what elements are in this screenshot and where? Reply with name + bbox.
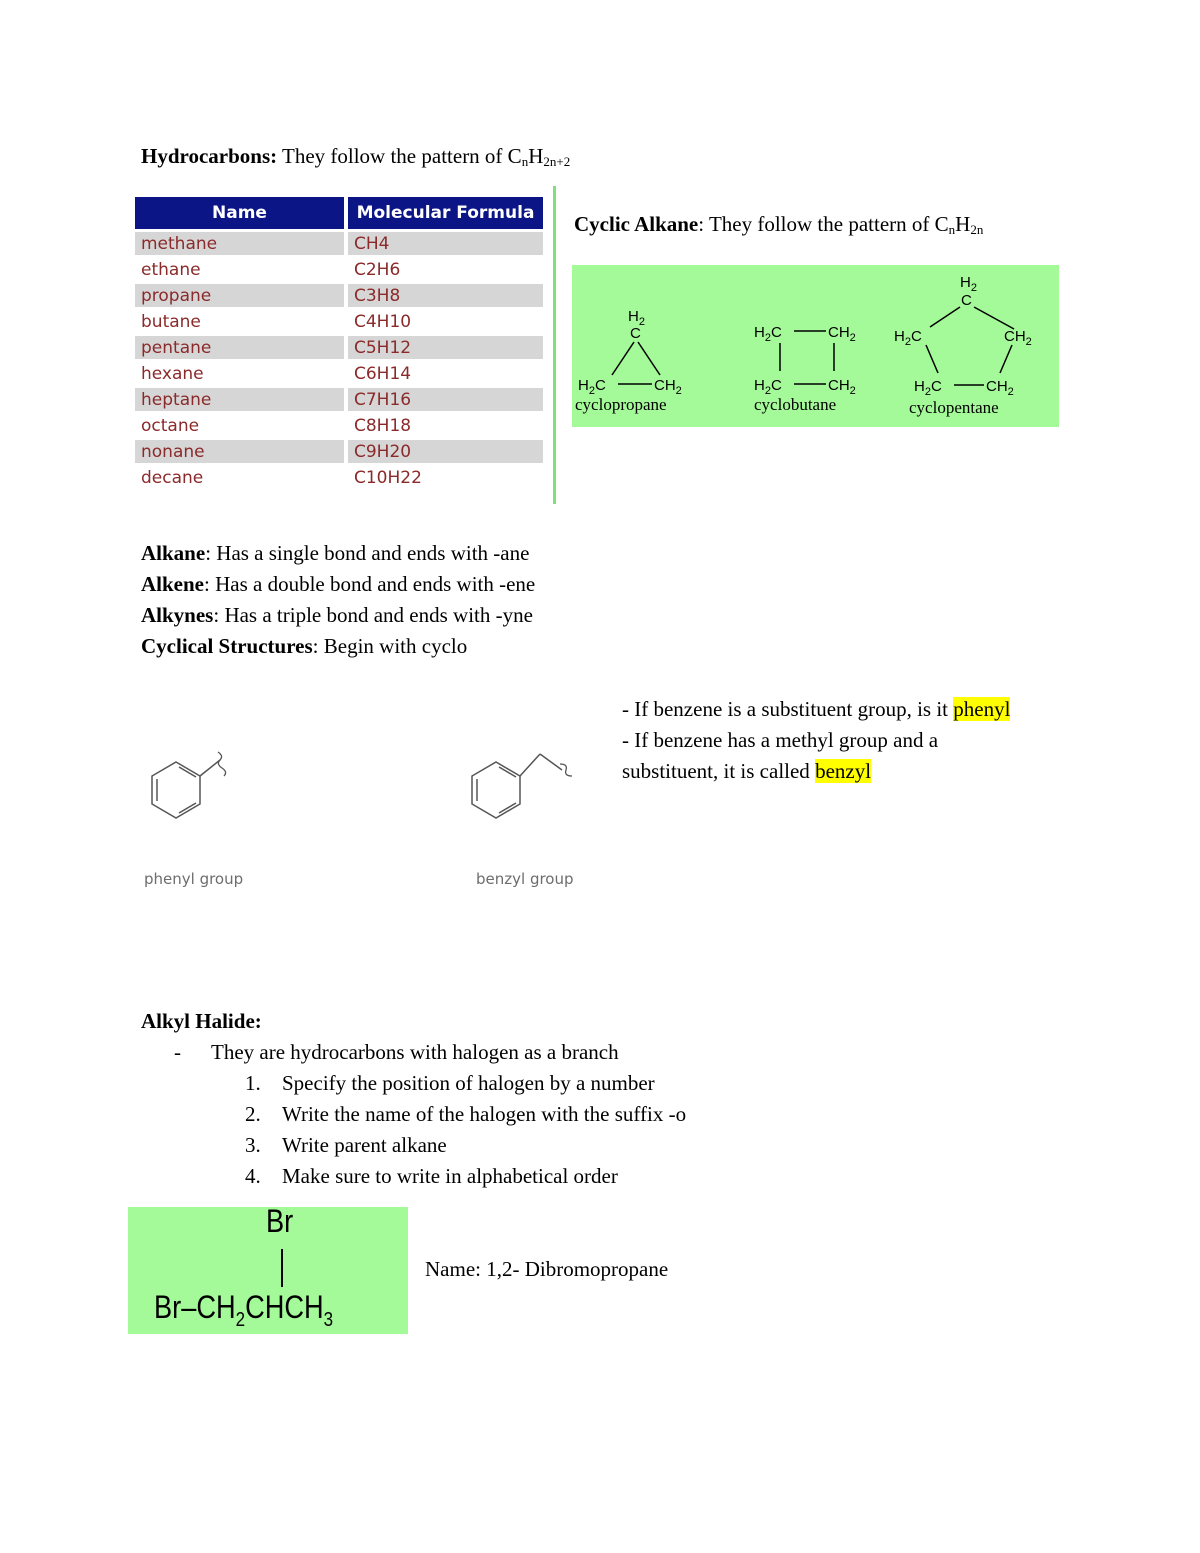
cycloalkanes-figure: [572, 265, 1059, 427]
definition-alkynes: Alkynes: Has a triple bond and ends with -yne: [141, 603, 533, 627]
alkane-name-cell: methane: [135, 232, 344, 255]
hydrocarbons-text: They follow the pattern of C: [282, 144, 522, 168]
alkane-formula-cell: C10H22: [348, 466, 543, 489]
dibromopropane-formula: $Br-CH_2CHCH_3$: [154, 1289, 334, 1331]
definitions-list: [141, 538, 535, 662]
step-2: 2. Write the name of the halogen with the suffix -o: [245, 1102, 687, 1126]
table-row: [135, 414, 543, 437]
cycloalkanes-svg: [572, 265, 1059, 427]
benzene-note-2: - If benzene has a methyl group and a: [622, 728, 939, 752]
definition-alkene: Alkene: Has a double bond and ends with -ene: [141, 572, 536, 596]
alkyl-halide-title: Alkyl Halide:: [141, 1009, 262, 1033]
benzyl-group-label: benzyl group: [476, 870, 574, 888]
cyclic-text: : They follow the pattern of C: [698, 212, 949, 236]
cyclopentane-h2-top: $H_2$: [960, 274, 977, 294]
alkane-name-cell: heptane: [135, 388, 344, 411]
benzyl-svg: [460, 740, 590, 840]
table-row: [135, 362, 543, 385]
table-row: [135, 310, 543, 333]
alkyl-halide-bullet: -: [174, 1040, 181, 1064]
definition-cyclical: Cyclical Structures: Begin with cyclo: [141, 634, 468, 658]
cyclobutane-h2c-top: $H_2C$: [754, 324, 782, 344]
vertical-divider: [553, 186, 556, 504]
alkane-formula-cell: C5H12: [348, 336, 543, 359]
hydrocarbons-heading: [141, 144, 570, 169]
alkane-formula-cell: C9H20: [348, 440, 543, 463]
table-row: [135, 440, 543, 463]
table-header-formula: Molecular Formula: [348, 197, 543, 229]
table-body: [135, 232, 543, 489]
phenyl-group-figure: [140, 740, 250, 900]
cyclobutane-ch2-top: $CH_2$: [828, 324, 856, 344]
cyclopropane-h2-top: $H_2$: [628, 308, 645, 328]
alkane-table-wrap: [131, 194, 547, 492]
cyclobutane-h2c-bottom: $H_2C$: [754, 377, 782, 397]
step-4: 4. Make sure to write in alphabetical order: [245, 1164, 618, 1188]
alkane-name-cell: ethane: [135, 258, 344, 281]
cyclopentane-label: cyclopentane: [909, 398, 999, 417]
alkane-name-cell: octane: [135, 414, 344, 437]
alkyl-halide-steps: [245, 1068, 686, 1192]
hydrocarbons-title: Hydrocarbons:: [141, 144, 278, 168]
alkane-name-cell: hexane: [135, 362, 344, 385]
cyclopropane-ch2: $CH_2$: [654, 377, 682, 397]
cyclic-sub-2n: 2n: [970, 222, 984, 237]
alkane-formula-cell: C7H16: [348, 388, 543, 411]
definition-alkane: Alkane: Has a single bond and ends with -ane: [141, 541, 530, 565]
cyclic-h: H: [955, 212, 971, 236]
phenyl-group-label: phenyl group: [144, 870, 244, 888]
alkane-name-cell: propane: [135, 284, 344, 307]
cyclopentane-h2c-bottom: $H_2C$: [914, 378, 942, 398]
benzyl-highlight: benzyl: [815, 759, 872, 783]
alkane-name-cell: pentane: [135, 336, 344, 359]
cyclic-heading: [574, 212, 983, 237]
cyclopentane-h2c-left: $H_2C$: [894, 328, 922, 348]
h-letter: H: [528, 144, 544, 168]
cyclopentane-ch2-bottom: $CH_2$: [986, 378, 1014, 398]
benzene-notes: [622, 694, 1010, 787]
alkyl-halide-intro: They are hydrocarbons with halogen as a branch: [211, 1040, 619, 1064]
sub-2n2: 2n+2: [543, 154, 571, 169]
table-header-name: Name: [135, 197, 344, 229]
table-row: [135, 258, 543, 281]
table-row: [135, 284, 543, 307]
benzene-note-1: - If benzene is a substituent group, is it phenyl: [622, 697, 1011, 721]
benzene-note-3: substituent, it is called benzyl: [622, 759, 872, 783]
cyclopropane-label: cyclopropane: [575, 395, 667, 414]
alkane-formula-cell: CH4: [348, 232, 543, 255]
cyclobutane-ch2-bottom: $CH_2$: [828, 377, 856, 397]
cyclic-sub-n: n: [948, 222, 956, 237]
alkane-formula-cell: C6H14: [348, 362, 543, 385]
br-bond: [281, 1249, 283, 1287]
step-1: 1. Specify the position of halogen by a number: [245, 1071, 655, 1095]
table-row: [135, 336, 543, 359]
table-row: [135, 466, 543, 489]
cyclopropane-c-top: C: [630, 325, 641, 342]
phenyl-svg: [140, 740, 250, 840]
cyclic-title: Cyclic Alkane: [574, 212, 699, 236]
br-top: Br: [266, 1203, 294, 1239]
cyclopentane-c-top: C: [961, 292, 972, 309]
cyclopropane-h2c: $H_2C$: [578, 377, 606, 397]
alkane-formula-cell: C8H18: [348, 414, 543, 437]
alkane-formula-cell: C3H8: [348, 284, 543, 307]
alkane-formula-cell: C4H10: [348, 310, 543, 333]
alkane-formula-cell: C2H6: [348, 258, 543, 281]
sub-n: n: [521, 154, 529, 169]
dibromopropane-figure: [128, 1203, 408, 1334]
phenyl-highlight: phenyl: [953, 697, 1011, 721]
cyclopentane-ch2-right: $CH_2$: [1004, 328, 1032, 348]
alkane-name-cell: butane: [135, 310, 344, 333]
dibromopropane-name: Name: 1,2- Dibromopropane: [425, 1257, 669, 1281]
benzyl-group-figure: [460, 740, 590, 900]
cyclobutane-label: cyclobutane: [754, 395, 837, 414]
table-row: [135, 232, 543, 255]
alkane-name-cell: decane: [135, 466, 344, 489]
alkane-name-cell: nonane: [135, 440, 344, 463]
step-3: 3. Write parent alkane: [245, 1133, 447, 1157]
table-row: [135, 388, 543, 411]
alkane-table: [131, 194, 547, 492]
